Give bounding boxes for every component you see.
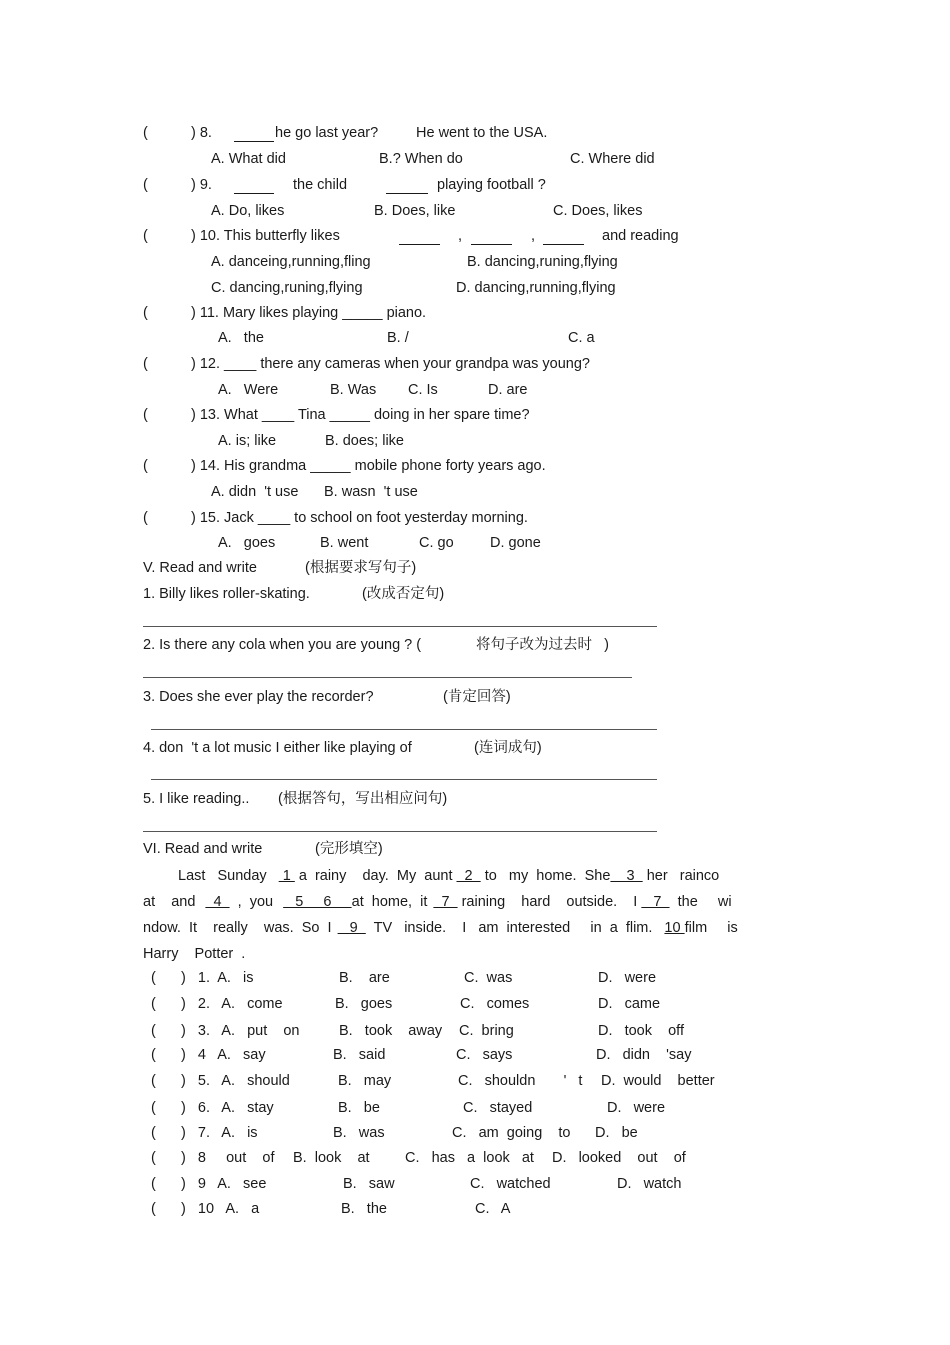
cloze-2-option-c[interactable]: C. comes <box>460 996 530 1012</box>
q12-option-d[interactable]: D. are <box>488 382 528 398</box>
q12-question: ) 12. ____ there any cameras when your grandpa was young? <box>191 356 590 372</box>
q11-option-b[interactable]: B. / <box>387 330 409 346</box>
cloze-option-paren: ( <box>151 996 156 1012</box>
cloze-4-option-b[interactable]: B. said <box>333 1047 386 1063</box>
cloze-6-option-d[interactable]: D. were <box>607 1100 666 1116</box>
answer-line-2[interactable] <box>143 677 632 678</box>
cloze-line-2 <box>143 893 732 911</box>
q9-blank-2[interactable] <box>386 180 428 194</box>
answer-line-3[interactable] <box>151 729 657 730</box>
q8-option-a[interactable]: A. What did <box>211 151 286 167</box>
cloze-2-option-a[interactable]: ) 2. A. come <box>181 996 283 1012</box>
cloze-9-option-b[interactable]: B. saw <box>343 1176 395 1192</box>
cloze-8-option-b[interactable]: B. look at <box>293 1150 370 1166</box>
cloze-blank-2[interactable]: 2 <box>456 868 481 884</box>
write-item-4: 4. don 't a lot music I either like playing of <box>143 740 412 756</box>
q14-option-a[interactable]: A. didn 't use <box>211 484 299 500</box>
q13-paren: ( <box>143 407 148 423</box>
cloze-text: at home, it <box>351 894 428 910</box>
q15-option-d[interactable]: D. gone <box>490 535 541 551</box>
q8-answer: He went to the USA. <box>416 125 548 141</box>
q10-question-2: and reading <box>602 228 679 244</box>
q14-option-b[interactable]: B. wasn 't use <box>324 484 418 500</box>
q10-option-a[interactable]: A. danceing,running,fling <box>211 254 371 270</box>
q15-question: ) 15. Jack ____ to school on foot yesterday morning. <box>191 510 528 526</box>
q13-option-a[interactable]: A. is; like <box>218 433 277 449</box>
cloze-option-paren: ( <box>151 1150 156 1166</box>
cloze-blank-4[interactable]: 4 <box>205 894 230 910</box>
cloze-blank-9[interactable]: 9 <box>337 920 366 936</box>
cloze-5-option-a[interactable]: ) 5. A. should <box>181 1073 290 1089</box>
cloze-1-option-c[interactable]: C. was <box>464 970 513 986</box>
write-item-1: 1. Billy likes roller-skating. <box>143 586 310 602</box>
cloze-9-option-a[interactable]: ) 9 A. see <box>181 1176 267 1192</box>
cloze-text: raining hard outside. I <box>457 894 638 910</box>
cloze-6-option-b[interactable]: B. be <box>338 1100 380 1116</box>
cloze-2-option-d[interactable]: D. came <box>598 996 661 1012</box>
q15-option-b[interactable]: B. went <box>320 535 369 551</box>
cloze-7-option-b[interactable]: B. was <box>333 1125 385 1141</box>
q8-option-c[interactable]: C. Where did <box>570 151 655 167</box>
cloze-5-option-c[interactable]: C. shouldn ' t <box>458 1073 583 1089</box>
q8-paren: ( <box>143 125 148 141</box>
cloze-text: Last Sunday <box>178 868 267 884</box>
cloze-1-option-b[interactable]: B. are <box>339 970 390 986</box>
cloze-4-option-c[interactable]: C. says <box>456 1047 513 1063</box>
write-item-1-hint: (改成否定句) <box>362 586 445 602</box>
cloze-option-paren: ( <box>151 1125 156 1141</box>
cloze-option-paren: ( <box>151 1047 156 1063</box>
q9-paren: ( <box>143 177 148 193</box>
cloze-option-paren: ( <box>151 1201 156 1217</box>
cloze-option-paren: ( <box>151 1073 156 1089</box>
cloze-blank-1[interactable]: 1 <box>278 868 295 884</box>
q10-blank-3[interactable] <box>543 231 584 245</box>
cloze-3-option-b[interactable]: B. took away <box>339 1023 443 1039</box>
cloze-4-option-d[interactable]: D. didn 'say <box>596 1047 692 1063</box>
cloze-1-option-d[interactable]: D. were <box>598 970 657 986</box>
q11-question: ) 11. Mary likes playing _____ piano. <box>191 305 427 321</box>
cloze-9-option-d[interactable]: D. watch <box>617 1176 682 1192</box>
q15-option-a[interactable]: A. goes <box>218 535 276 551</box>
q9-option-a[interactable]: A. Do, likes <box>211 203 285 219</box>
cloze-3-option-a[interactable]: ) 3. A. put on <box>181 1023 300 1039</box>
cloze-blank-7[interactable]: 7 <box>433 894 458 910</box>
cloze-blank-5-6[interactable]: 5 6 <box>283 894 352 910</box>
q8-question: he go last year? <box>275 125 379 141</box>
write-item-2: 2. Is there any cola when you are young ? ( <box>143 637 422 653</box>
cloze-9-option-c[interactable]: C. watched <box>470 1176 551 1192</box>
cloze-option-paren: ( <box>151 1100 156 1116</box>
cloze-line-3 <box>143 919 738 937</box>
q10-blank-1[interactable] <box>399 231 440 245</box>
cloze-7-option-a[interactable]: ) 7. A. is <box>181 1125 258 1141</box>
cloze-text: to my home. She <box>480 868 611 884</box>
cloze-text: film is <box>684 920 738 936</box>
cloze-7-option-d[interactable]: D. be <box>595 1125 638 1141</box>
q8-number: ) 8. <box>191 125 212 141</box>
cloze-text: the wi <box>669 894 732 910</box>
q8-option-b[interactable]: B.? When do <box>379 151 463 167</box>
q10-option-c[interactable]: C. dancing,runing,flying <box>211 280 363 296</box>
q9-question-2: playing football ? <box>437 177 546 193</box>
section-v-instruction: (根据要求写句子) <box>305 560 417 576</box>
write-item-3-hint: (肯定回答) <box>443 689 511 705</box>
cloze-2-option-b[interactable]: B. goes <box>335 996 393 1012</box>
cloze-blank-8[interactable]: 7 <box>641 894 670 910</box>
q10-blank-2[interactable] <box>471 231 512 245</box>
cloze-5-option-b[interactable]: B. may <box>338 1073 392 1089</box>
cloze-8-option-d[interactable]: D. looked out of <box>552 1150 686 1166</box>
cloze-7-option-c[interactable]: C. am going to <box>452 1125 571 1141</box>
q10-option-b[interactable]: B. dancing,runing,flying <box>467 254 618 270</box>
q10-option-d[interactable]: D. dancing,running,flying <box>456 280 616 296</box>
write-item-5: 5. I like reading.. <box>143 791 250 807</box>
q13-question: ) 13. What ____ Tina _____ doing in her spare time? <box>191 407 530 423</box>
answer-line-5[interactable] <box>143 831 657 832</box>
answer-line-1[interactable] <box>143 626 657 627</box>
answer-line-4[interactable] <box>151 779 657 780</box>
q10-comma-1: , <box>458 228 463 244</box>
section-vi-title: VI. Read and write <box>143 841 263 857</box>
q12-option-c[interactable]: C. Is <box>408 382 438 398</box>
cloze-blank-3[interactable]: 3 <box>610 868 643 884</box>
q11-option-c[interactable]: C. a <box>568 330 595 346</box>
q9-question-1: the child <box>293 177 348 193</box>
cloze-line-1 <box>178 867 719 885</box>
cloze-10-option-c[interactable]: C. A <box>475 1201 511 1217</box>
cloze-option-paren: ( <box>151 970 156 986</box>
q8-blank[interactable] <box>234 128 274 142</box>
section-v-title: V. Read and write <box>143 560 257 576</box>
cloze-10-option-a[interactable]: ) 10 A. a <box>181 1201 260 1217</box>
cloze-text: ndow. It really was. So I <box>143 920 332 936</box>
cloze-text: her rainco <box>642 868 720 884</box>
cloze-6-option-a[interactable]: ) 6. A. stay <box>181 1100 274 1116</box>
cloze-text: TV inside. I am interested in a flim. <box>365 920 653 936</box>
cloze-6-option-c[interactable]: C. stayed <box>463 1100 533 1116</box>
q9-blank-1[interactable] <box>234 180 274 194</box>
cloze-3-option-d[interactable]: D. took off <box>598 1023 684 1039</box>
cloze-8-option-c[interactable]: C. has a look at <box>405 1150 534 1166</box>
cloze-text: at and <box>143 894 196 910</box>
write-item-3: 3. Does she ever play the recorder? <box>143 689 374 705</box>
cloze-text: a rainy day. My aunt <box>294 868 453 884</box>
cloze-5-option-d[interactable]: D. would better <box>601 1073 715 1089</box>
cloze-line-4: Harry Potter . <box>143 946 246 962</box>
write-item-4-hint: (连词成句) <box>474 740 542 756</box>
q12-paren: ( <box>143 356 148 372</box>
q9-number: ) 9. <box>191 177 212 193</box>
q13-option-b[interactable]: B. does; like <box>325 433 404 449</box>
q15-option-c[interactable]: C. go <box>419 535 454 551</box>
cloze-3-option-c[interactable]: C. bring <box>459 1023 514 1039</box>
q10-comma-2: , <box>531 228 536 244</box>
q12-option-b[interactable]: B. Was <box>330 382 377 398</box>
cloze-10-option-b[interactable]: B. the <box>341 1201 387 1217</box>
cloze-text: , you <box>229 894 274 910</box>
cloze-blank-10[interactable]: 10 <box>664 920 685 936</box>
q11-paren: ( <box>143 305 148 321</box>
q14-paren: ( <box>143 458 148 474</box>
q9-option-c[interactable]: C. Does, likes <box>553 203 643 219</box>
write-item-5-hint: (根据答句，写出相应问句) <box>278 791 448 807</box>
q10-paren: ( <box>143 228 148 244</box>
q15-paren: ( <box>143 510 148 526</box>
cloze-option-paren: ( <box>151 1023 156 1039</box>
cloze-4-option-a[interactable]: ) 4 A. say <box>181 1047 266 1063</box>
q14-question: ) 14. His grandma _____ mobile phone forty years ago. <box>191 458 546 474</box>
cloze-1-option-a[interactable]: ) 1. A. is <box>181 970 254 986</box>
cloze-option-paren: ( <box>151 1176 156 1192</box>
cloze-8-option-a[interactable]: ) 8 out of <box>181 1150 275 1166</box>
q9-option-b[interactable]: B. Does, like <box>374 203 456 219</box>
q12-option-a[interactable]: A. Were <box>218 382 279 398</box>
q11-option-a[interactable]: A. the <box>218 330 264 346</box>
section-vi-instruction: (完形填空) <box>315 841 383 857</box>
q10-question: ) 10. This butterfly likes <box>191 228 340 244</box>
write-item-2-hint: 将句子改为过去时 ) <box>476 637 609 653</box>
